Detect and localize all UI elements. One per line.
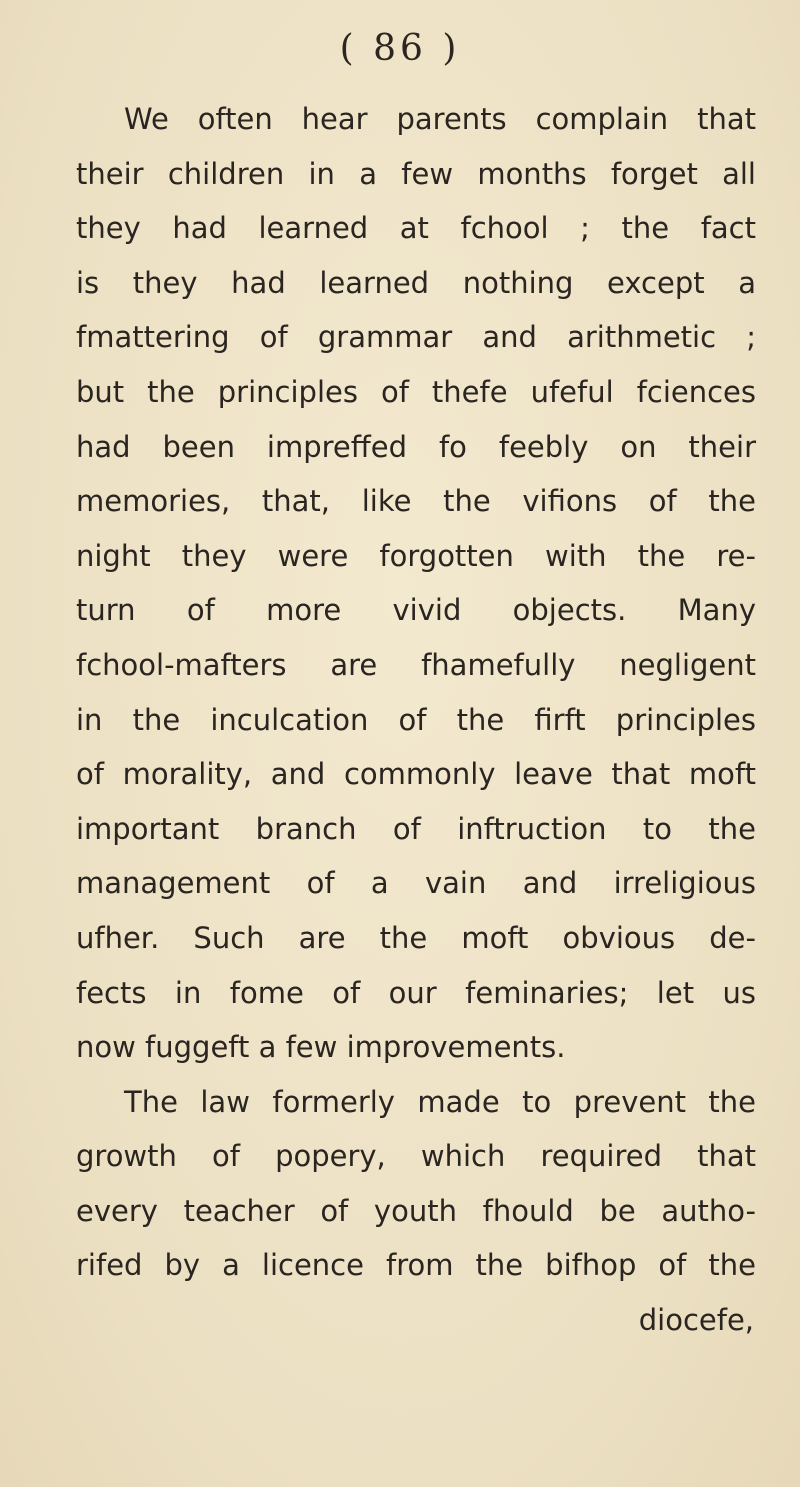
text-line: We often hear parents complain that — [124, 102, 756, 136]
text-line: turn of more vivid objects. Many — [76, 593, 756, 628]
text-line: fects in fome of our feminaries; let us — [76, 975, 756, 1010]
text-line: night they were forgotten with the re- — [76, 538, 756, 573]
text-line: is they had learned nothing except a — [76, 265, 756, 300]
page-number: ( 86 ) — [339, 28, 461, 69]
text-line: rifed by a licence from the bifhop of the — [76, 1248, 756, 1283]
text-line: ufher. Such are the moft obvious de- — [76, 920, 756, 955]
text-line: fchool-mafters are fhamefully negligent — [76, 647, 756, 682]
text-line: of morality, and commonly leave that moft — [76, 757, 756, 792]
text-line: every teacher of youth fhould be autho- — [76, 1193, 756, 1228]
text-line: The law formerly made to prevent the — [124, 1084, 756, 1119]
text-line: they had learned at fchool ; the fact — [76, 211, 756, 246]
text-line: now fuggeft a few improvements. — [76, 1030, 566, 1065]
text-line: fmattering of grammar and arithmetic ; — [76, 320, 756, 355]
text-line: management of a vain and irreligious — [76, 866, 756, 901]
catchword: diocefe, — [638, 1303, 754, 1338]
text-line: but the principles of thefe ufeful fciences — [76, 374, 756, 409]
text-line: memories, that, like the vifions of the — [76, 484, 756, 519]
text-line: their children in a few months forget all — [76, 156, 756, 191]
text-line: in the inculcation of the firft principles — [76, 702, 756, 737]
text-line: had been impreffed fo feebly on their — [76, 429, 756, 464]
text-line: growth of popery, which required that — [76, 1139, 756, 1174]
body-text — [76, 92, 756, 1348]
text-line: important branch of inftruction to the — [76, 811, 756, 846]
